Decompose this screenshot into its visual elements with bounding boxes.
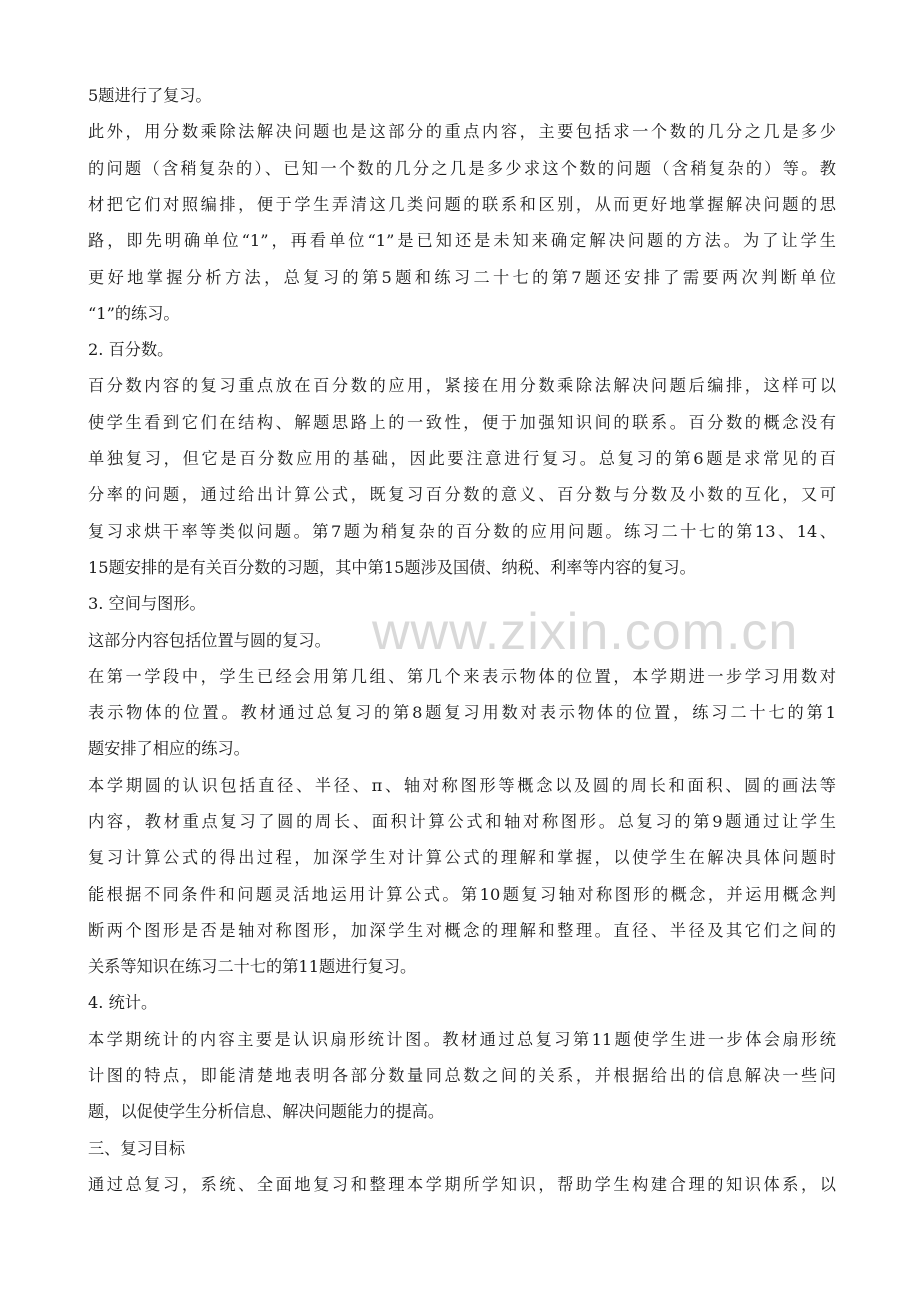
- text-line: 4. 统计。: [88, 993, 158, 1012]
- text-line: 通过总复习，系统、全面地复习和整理本学期所学知识，帮助学生构建合理的知识体系，以: [88, 1175, 836, 1194]
- text-line: 百分数内容的复习重点放在百分数的应用，紧接在用分数乘除法解决问题后编排，这样可以: [88, 376, 836, 395]
- text-line: 关系等知识在练习二十七的第11题进行复习。: [88, 957, 417, 976]
- text-line: 使学生看到它们在结构、解题思路上的一致性，便于加强知识间的联系。百分数的概念没有: [88, 413, 836, 432]
- text-line: 本学期统计的内容主要是认识扇形统计图。教材通过总复习第11题使学生进一步体会扇形统: [88, 1030, 836, 1049]
- text-line: 单独复习，但它是百分数应用的基础，因此要注意进行复习。总复习的第6题是求常见的百: [88, 449, 836, 468]
- text-line: 在第一学段中，学生已经会用第几组、第几个来表示物体的位置，本学期进一步学习用数对: [88, 667, 836, 686]
- text-line: 分率的问题，通过给出计算公式，既复习百分数的意义、百分数与分数及小数的互化，又可: [88, 485, 836, 504]
- text-line: 这部分内容包括位置与圆的复习。: [88, 631, 331, 650]
- text-line: 题，以促使学生分析信息、解决问题能力的提高。: [88, 1102, 445, 1121]
- text-line: 此外，用分数乘除法解决问题也是这部分的重点内容，主要包括求一个数的几分之几是多少: [88, 122, 836, 141]
- text-line: 2. 百分数。: [88, 340, 174, 359]
- text-line: 表示物体的位置。教材通过总复习的第8题复习用数对表示物体的位置，练习二十七的第1: [88, 703, 836, 722]
- text-line: “1”的练习。: [88, 304, 180, 323]
- text-line: 复习求烘干率等类似问题。第7题为稍复杂的百分数的应用问题。练习二十七的第13、14、: [88, 522, 836, 541]
- text-line: 内容，教材重点复习了圆的周长、面积计算公式和轴对称图形。总复习的第9题通过让学生: [88, 812, 836, 831]
- watermark: www.zixin.com.cn: [372, 603, 799, 661]
- text-line: 本学期圆的认识包括直径、半径、π、轴对称图形等概念以及圆的周长和面积、圆的画法等: [88, 776, 836, 795]
- text-line: 能根据不同条件和问题灵活地运用计算公式。第10题复习轴对称图形的概念，并运用概念判: [88, 885, 836, 904]
- text-line: 5题进行了复习。: [88, 86, 212, 105]
- text-line: 题安排了相应的练习。: [88, 739, 250, 758]
- text-line: 更好地掌握分析方法，总复习的第5题和练习二十七的第7题还安排了需要两次判断单位: [88, 268, 836, 287]
- text-line: 计图的特点，即能清楚地表明各部分数量同总数之间的关系，并根据给出的信息解决一些问: [88, 1066, 836, 1085]
- text-line: 复习计算公式的得出过程，加深学生对计算公式的理解和掌握，以使学生在解决具体问题时: [88, 848, 836, 867]
- text-line: 3. 空间与图形。: [88, 594, 206, 613]
- text-line: 路，即先明确单位“1”，再看单位“1”是已知还是未知来确定解决问题的方法。为了让学生: [88, 231, 836, 250]
- text-line: 材把它们对照编排，便于学生弄清这几类问题的联系和区别，从而更好地掌握解决问题的思: [88, 195, 836, 214]
- text-line: 三、复习目标: [88, 1139, 186, 1158]
- text-line: 15题安排的是有关百分数的习题，其中第15题涉及国债、纳税、利率等内容的复习。: [88, 558, 696, 577]
- text-line: 的问题（含稍复杂的）、已知一个数的几分之几是多少求这个数的问题（含稍复杂的）等。教: [88, 159, 836, 178]
- text-line: 断两个图形是否是轴对称图形，加深学生对概念的理解和整理。直径、半径及其它们之间的: [88, 921, 836, 940]
